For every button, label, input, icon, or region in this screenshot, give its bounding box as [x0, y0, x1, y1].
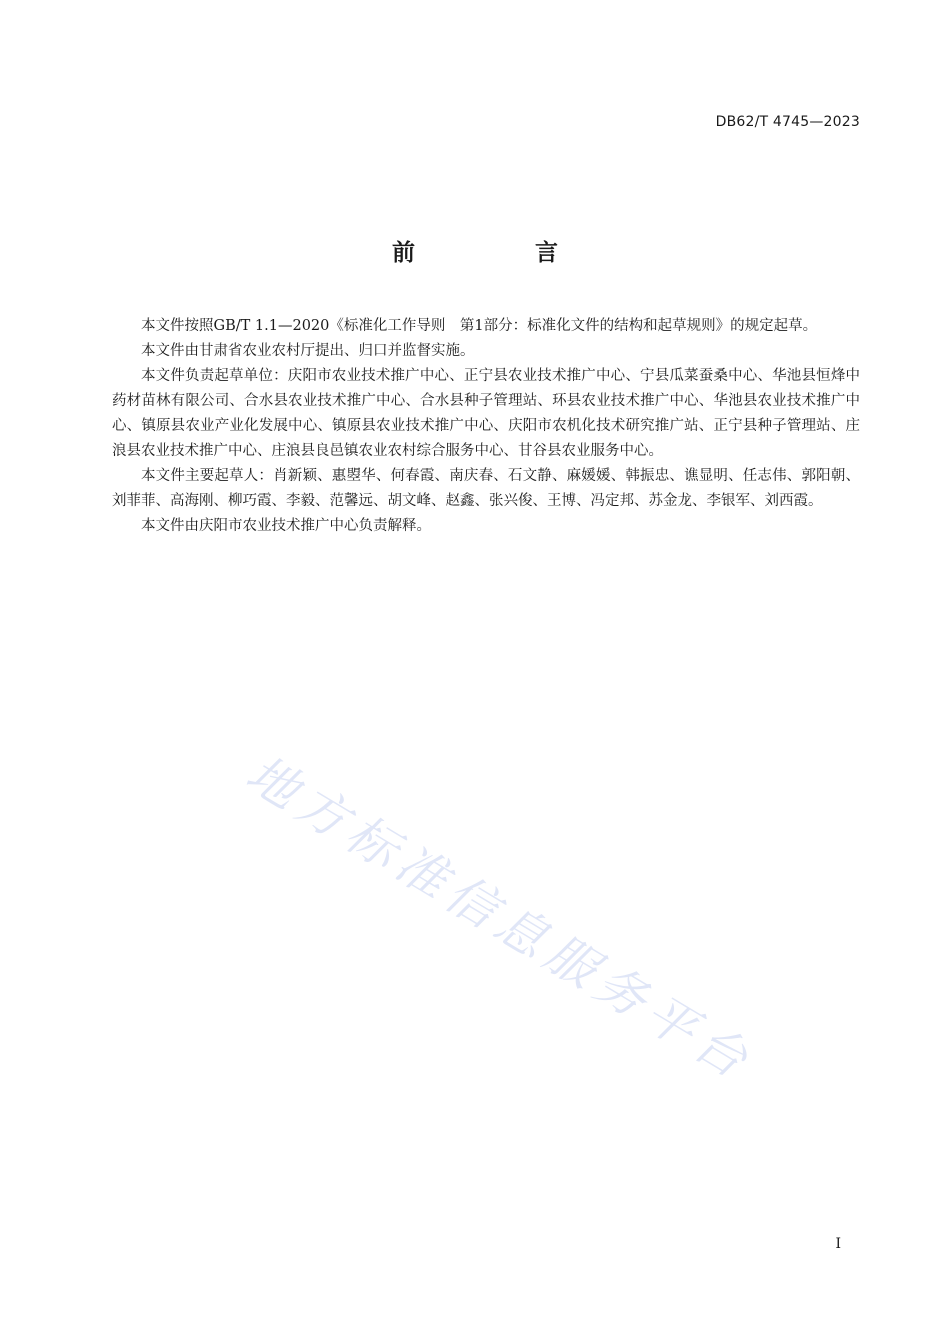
- paragraph-proposer: 本文件由甘肃省农业农村厅提出、归口并监督实施。: [141, 343, 475, 359]
- paragraph-interpretation: 本文件由庆阳市农业技术推广中心负责解释。: [141, 518, 431, 534]
- paragraph-drafting-units: 本文件负责起草单位：庆阳市农业技术推广中心、正宁县农业技术推广中心、宁县瓜菜蚕桑中心、华池县恒烽中药材苗林有限公司、合水县农业技术推广中心、合水县种子管理站、环县农业技术推广中心、华池县农业技术推广中心、镇原县农业产业化发展中心、镇原县农业技术推广中心、庆阳市农机化技术研究推广站、正宁县种子管理站、庄浪县农业技术推广中心、庄浪县良邑镇农业农村综合服务中心、甘谷县农业服务中心。: [112, 368, 860, 459]
- paragraph-drafters: 本文件主要起草人：肖新颖、惠曌华、何春霞、南庆春、石文静、麻媛媛、韩振忠、谯显明、任志伟、郭阳朝、刘菲菲、高海刚、柳巧霞、李毅、范馨远、胡文峰、赵鑫、张兴俊、王博、冯定邦、苏金龙、李银军、刘西霞。: [112, 468, 860, 509]
- page-number: I: [835, 1236, 841, 1252]
- paragraph-drafting-rules: 本文件按照GB/T 1.1—2020《标准化工作导则 第1部分：标准化文件的结构和起草规则》的规定起草。: [141, 318, 818, 334]
- watermark: 地方标准信息服务平台: [236, 744, 764, 1093]
- foreword-body: [112, 314, 860, 539]
- document-code: DB62/T 4745—2023: [715, 114, 860, 130]
- page-title: 前 言: [391, 240, 614, 266]
